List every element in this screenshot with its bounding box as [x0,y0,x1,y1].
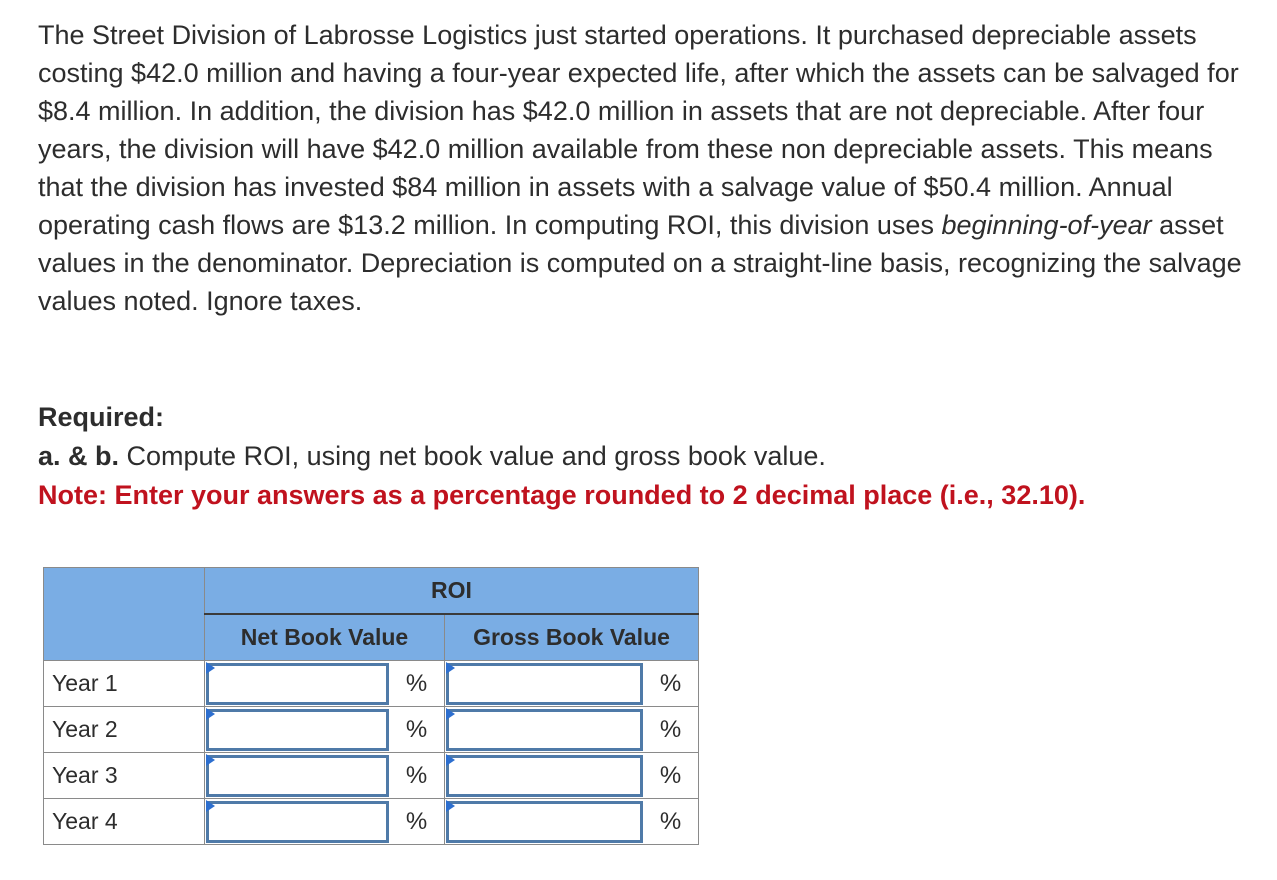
gross-book-value-input[interactable] [446,801,643,843]
row-label: Year 4 [44,799,205,845]
row-label: Year 3 [44,753,205,799]
flag-icon [206,754,215,766]
flag-icon [446,708,455,720]
net-cell [205,753,445,799]
net-book-value-input[interactable] [206,755,389,797]
percent-unit: % [659,807,682,835]
flag-icon [206,800,215,812]
percent-unit: % [405,669,428,697]
gross-cell [445,753,699,799]
net-book-value-input[interactable] [206,709,389,751]
row-label: Year 2 [44,707,205,753]
roi-table [43,567,699,845]
rounding-note: Note: Enter your answers as a percentage rounded to 2 decimal place (i.e., 32.10). [38,480,1086,510]
gross-cell [445,799,699,845]
gross-book-value-input[interactable] [446,709,643,751]
percent-unit: % [405,807,428,835]
problem-italic: beginning-of-year [941,210,1152,240]
gross-book-value-input[interactable] [446,755,643,797]
table-row [44,799,699,845]
table-row [44,753,699,799]
net-book-value-header: Net Book Value [205,614,445,661]
gross-book-value-header: Gross Book Value [445,614,699,661]
net-book-value-input[interactable] [206,801,389,843]
percent-unit: % [659,669,682,697]
required-instruction [38,437,826,475]
flag-icon [446,662,455,674]
flag-icon [206,708,215,720]
table-row [44,661,699,707]
percent-unit: % [659,715,682,743]
part-text: Compute ROI, using net book value and gross book value. [119,441,826,471]
roi-group-header: ROI [205,568,699,615]
table-row [44,707,699,753]
flag-icon [446,754,455,766]
net-book-value-input[interactable] [206,663,389,705]
required-heading: Required: [38,402,165,432]
gross-cell [445,707,699,753]
percent-unit: % [405,715,428,743]
row-label: Year 1 [44,661,205,707]
part-label: a. & b. [38,441,120,471]
flag-icon [446,800,455,812]
problem-statement [38,16,1248,320]
net-cell [205,661,445,707]
problem-text-2: asset values in the denominator. Depreciation is computed on a straight-line basis, recognizing the salvage values noted. Ignore taxes. [38,210,1242,316]
percent-unit: % [405,761,428,789]
percent-unit: % [659,761,682,789]
net-cell [205,799,445,845]
net-cell [205,707,445,753]
flag-icon [206,662,215,674]
problem-text-1: The Street Division of Labrosse Logistics just started operations. It purchased depreciable assets costing $42.0 million and having a four-year expected life, after which the assets can be salvaged for $8.4 million. In addition, the division has $42.0 million in assets that are not depreciable. After four years, the division will have $42.0 million available from these non depreciable assets. This means that the division has invested $84 million in assets with a salvage value of $50.4 million. Annual operating cash flows are $13.2 million. In computing ROI, this division uses [38,20,1239,240]
header-blank [44,568,205,661]
gross-book-value-input[interactable] [446,663,643,705]
gross-cell [445,661,699,707]
